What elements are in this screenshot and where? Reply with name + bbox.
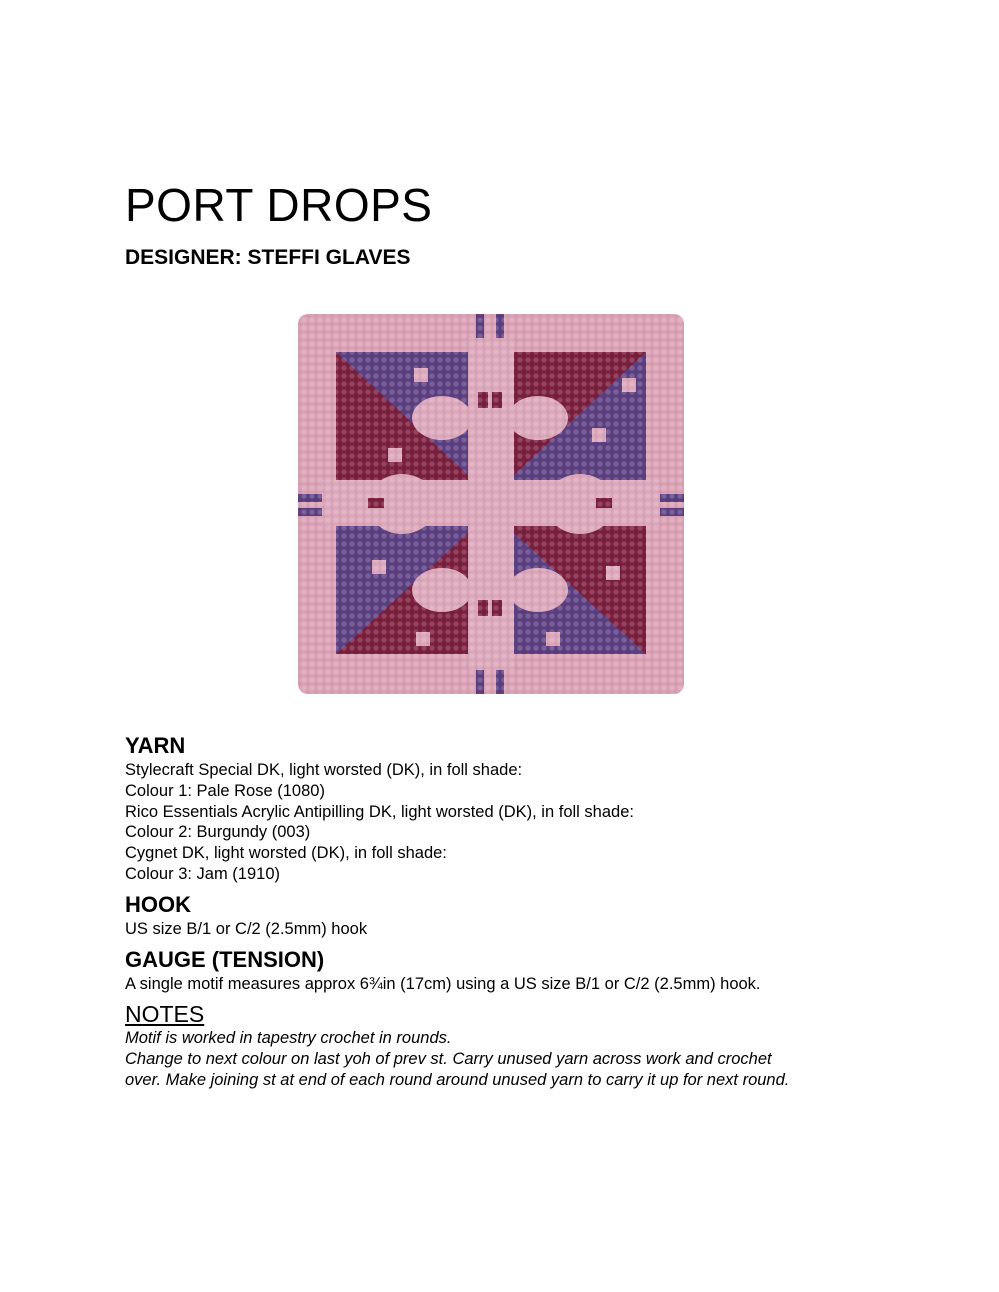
hook-heading: HOOK [125, 891, 191, 917]
yarn-line: Colour 3: Jam (1910) [125, 864, 280, 883]
gauge-text: A single motif measures approx 6¾in (17cm) using a US size B/1 or C/2 (2.5mm) hook. [125, 974, 761, 993]
designer-credit: DESIGNER: STEFFI GLAVES [125, 246, 411, 269]
pattern-details [125, 732, 925, 1097]
yarn-line: Colour 1: Pale Rose (1080) [125, 781, 325, 800]
page-title: PORT DROPS [125, 179, 433, 231]
gauge-section [125, 946, 925, 995]
crochet-motif-photo [292, 308, 690, 700]
yarn-section [125, 732, 925, 885]
yarn-heading: YARN [125, 733, 186, 758]
yarn-line: Cygnet DK, light worsted (DK), in foll shade: [125, 844, 447, 863]
yarn-line: Colour 2: Burgundy (003) [125, 823, 311, 842]
hook-text: US size B/1 or C/2 (2.5mm) hook [125, 919, 368, 938]
gauge-heading: GAUGE (TENSION) [125, 946, 325, 972]
notes-line: over. Make joining st at end of each round around unused yarn to carry it up for next round. [125, 1070, 790, 1089]
notes-line: Change to next colour on last yoh of prev st. Carry unused yarn across work and crochet [125, 1050, 772, 1069]
hook-section [125, 891, 925, 940]
yarn-line: Stylecraft Special DK, light worsted (DK), in foll shade: [125, 761, 523, 779]
notes-line: Motif is worked in tapestry crochet in rounds. [125, 1029, 452, 1048]
notes-heading: NOTES [125, 1001, 205, 1028]
yarn-line: Rico Essentials Acrylic Antipilling DK, light worsted (DK), in foll shade: [125, 802, 634, 821]
notes-section [125, 1000, 925, 1090]
